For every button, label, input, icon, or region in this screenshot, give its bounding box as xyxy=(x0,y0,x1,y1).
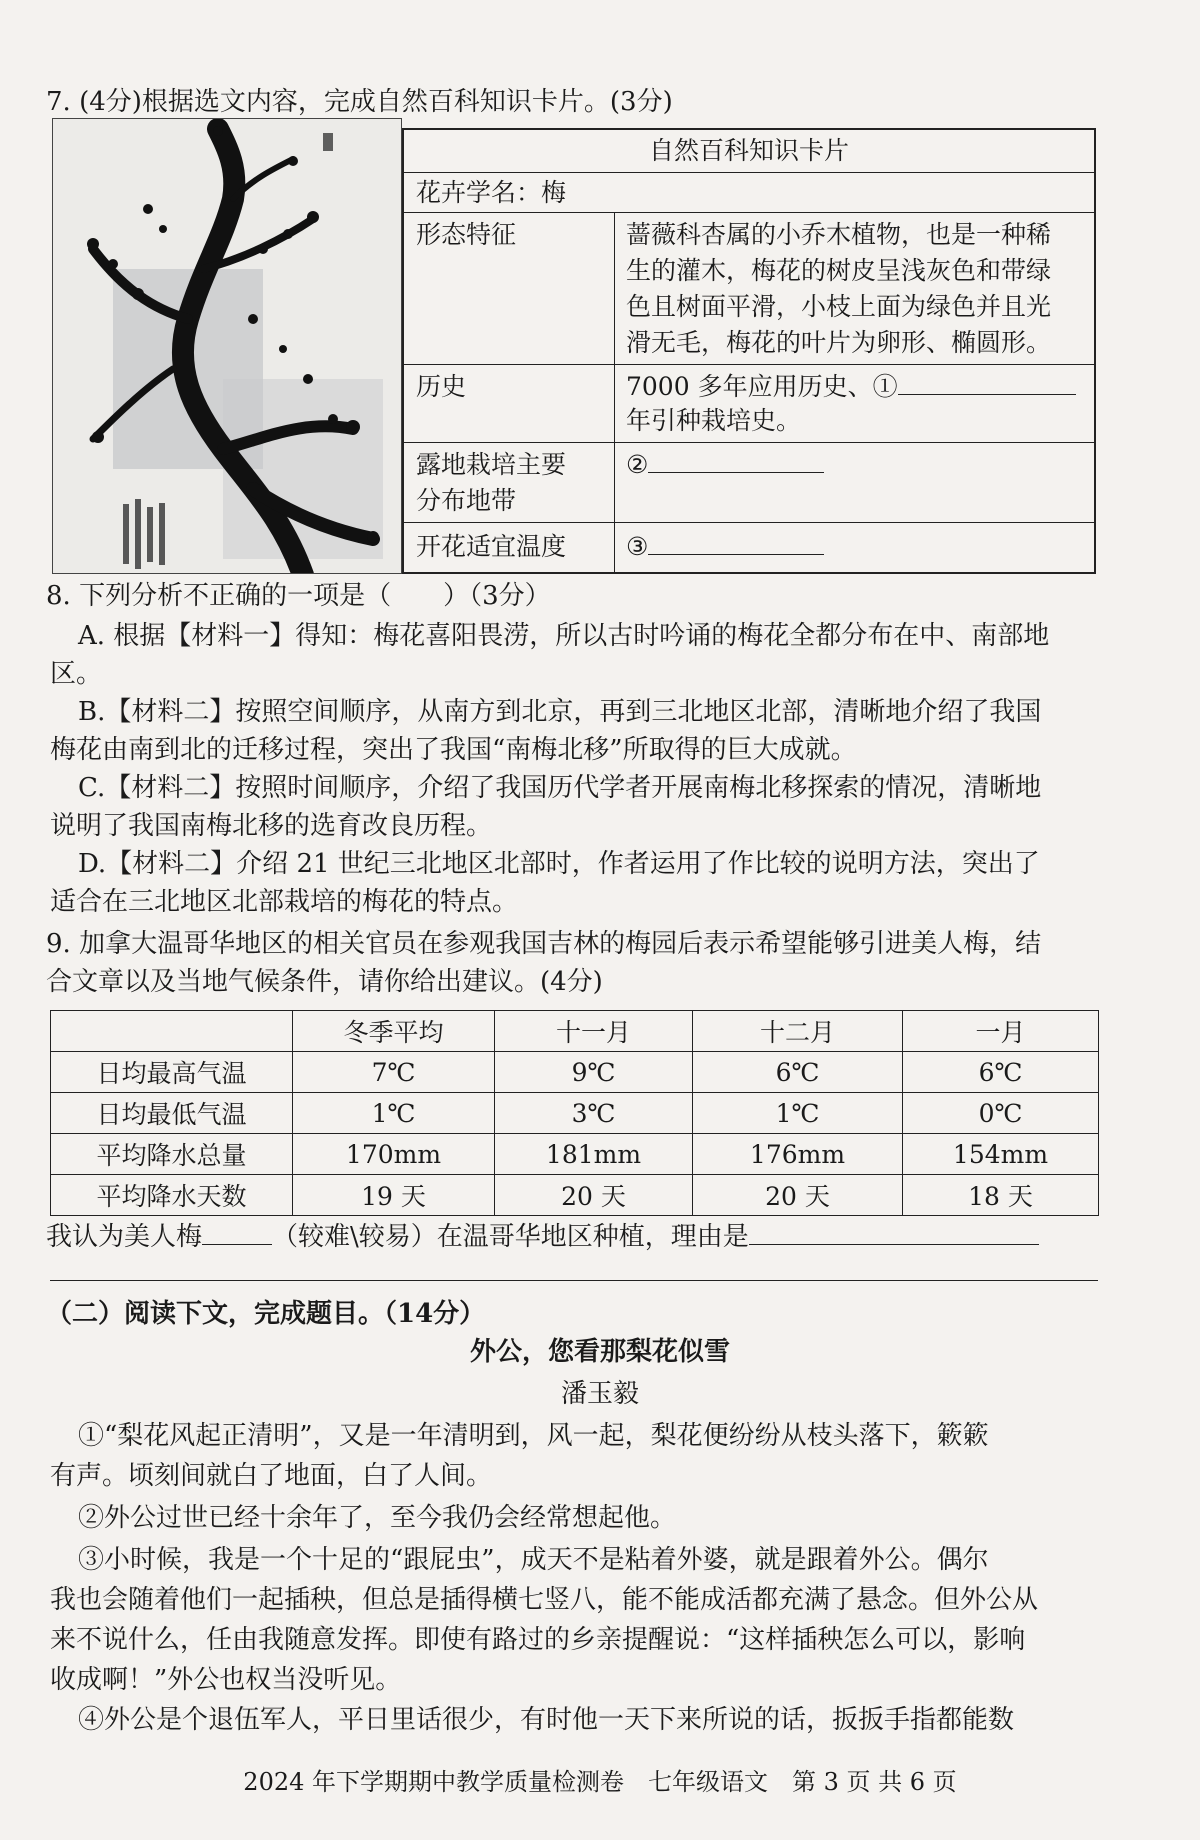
table-cell: 18 天 xyxy=(903,1175,1099,1216)
card-content-distribution: ② xyxy=(626,450,649,479)
card-label-distribution-2: 分布地带 xyxy=(416,486,517,515)
table-header: 十二月 xyxy=(693,1011,903,1052)
q9-answer-prefix: 我认为美人梅 xyxy=(46,1222,203,1252)
table-row xyxy=(51,1093,1099,1134)
table-cell: 0℃ xyxy=(903,1093,1099,1134)
table-cell: 181mm xyxy=(495,1134,693,1175)
card-title: 自然百科知识卡片 xyxy=(648,136,849,165)
card-content-morphology-1: 蔷薇科杏属的小乔木植物，也是一种稀 xyxy=(626,220,1052,249)
card-label-distribution-1: 露地栽培主要 xyxy=(416,450,567,479)
card-label-temperature: 开花适宜温度 xyxy=(416,532,567,561)
q9-answer-line-2[interactable] xyxy=(50,1280,1098,1281)
table-cell: 9℃ xyxy=(495,1052,693,1093)
table-cell: 6℃ xyxy=(693,1052,903,1093)
table-cell: 6℃ xyxy=(903,1052,1099,1093)
card-name-label: 花卉学名：梅 xyxy=(416,178,567,207)
q8-option-b-2: 梅花由南到北的迁移过程，突出了我国“南梅北移”所取得的巨大成就。 xyxy=(50,735,857,765)
q9-answer-line xyxy=(46,1218,1039,1255)
table-header-row xyxy=(51,1011,1099,1052)
table-cell: 平均降水总量 xyxy=(51,1134,293,1175)
card-content-morphology-4: 滑无毛，梅花的叶片为卵形、椭圆形。 xyxy=(626,328,1052,357)
q8-option-d-2: 适合在三北地区北部栽培的梅花的特点。 xyxy=(50,887,519,917)
card-content-history-2: 年引种栽培史。 xyxy=(626,406,802,435)
table-cell: 1℃ xyxy=(293,1093,495,1134)
card-content-morphology-2: 生的灌木，梅花的树皮呈浅灰色和带绿 xyxy=(626,256,1052,285)
table-cell: 日均最低气温 xyxy=(51,1093,293,1134)
q9-answer-middle: （较难\较易）在温哥华地区种植，理由是 xyxy=(272,1222,749,1252)
q8-stem: 8. 下列分析不正确的一项是（ ）（3分） xyxy=(46,581,551,611)
blank-1[interactable] xyxy=(898,394,1076,395)
table-header: 一月 xyxy=(903,1011,1099,1052)
article-title: 外公，您看那梨花似雪 xyxy=(469,1337,730,1367)
article-author: 潘玉毅 xyxy=(560,1379,639,1409)
table-row xyxy=(51,1052,1099,1093)
table-cell: 7℃ xyxy=(293,1052,495,1093)
paragraph-2: ②外公过世已经十余年了，至今我仍会经常想起他。 xyxy=(78,1503,677,1533)
table-cell: 日均最高气温 xyxy=(51,1052,293,1093)
table-cell: 176mm xyxy=(693,1134,903,1175)
plum-blossom-painting xyxy=(52,118,402,574)
table-header: 十一月 xyxy=(495,1011,693,1052)
paragraph-3-line-2: 我也会随着他们一起插秧，但总是插得横七竖八，能不能成活都充满了悬念。但外公从 xyxy=(50,1585,1039,1615)
card-content-history-1: 7000 多年应用历史、① xyxy=(626,372,898,401)
table-cell: 1℃ xyxy=(693,1093,903,1134)
paragraph-1-line-1: ①“梨花风起正清明”，又是一年清明到，风一起，梨花便纷纷从枝头落下，簌簌 xyxy=(78,1421,989,1451)
plum-branch-icon xyxy=(53,119,402,574)
blank-2[interactable] xyxy=(648,472,824,473)
q8-option-a-1: A. 根据【材料一】得知：梅花喜阳畏涝，所以古时吟诵的梅花全都分布在中、南部地 xyxy=(78,621,1050,651)
knowledge-card xyxy=(402,128,1096,574)
card-content-temperature: ③ xyxy=(626,532,649,561)
table-row xyxy=(51,1175,1099,1216)
card-label-morphology: 形态特征 xyxy=(416,220,517,249)
q8-option-d-1: D.【材料二】介绍 21 世纪三北地区北部时，作者运用了作比较的说明方法，突出了 xyxy=(78,849,1040,879)
q8-option-c-2: 说明了我国南梅北移的选育改良历程。 xyxy=(50,811,493,841)
paragraph-4-line-1: ④外公是个退伍军人，平日里话很少，有时他一天下来所说的话，扳扳手指都能数 xyxy=(78,1705,1015,1735)
table-header xyxy=(51,1011,293,1052)
table-cell: 154mm xyxy=(903,1134,1099,1175)
table-cell: 170mm xyxy=(293,1134,495,1175)
section2-heading: （二）阅读下文，完成题目。（14分） xyxy=(46,1299,486,1329)
q9-stem-1: 9. 加拿大温哥华地区的相关官员在参观我国吉林的梅园后表示希望能够引进美人梅，结 xyxy=(46,929,1042,959)
card-label-history: 历史 xyxy=(416,372,467,401)
table-cell: 20 天 xyxy=(693,1175,903,1216)
table-cell: 3℃ xyxy=(495,1093,693,1134)
paragraph-1-line-2: 有声。顷刻间就白了地面，白了人间。 xyxy=(50,1461,493,1491)
climate-table xyxy=(50,1010,1099,1216)
table-row xyxy=(51,1134,1099,1175)
q8-option-a-2: 区。 xyxy=(50,659,103,689)
card-content-morphology-3: 色且树面平滑，小枝上面为绿色并且光 xyxy=(626,292,1052,321)
page-footer: 2024 年下学期期中教学质量检测卷 七年级语文 第 3 页 共 6 页 xyxy=(243,1768,957,1796)
blank-3[interactable] xyxy=(648,554,824,555)
q9-stem-2: 合文章以及当地气候条件，请你给出建议。(4分) xyxy=(46,967,603,997)
paragraph-3-line-1: ③小时候，我是一个十足的“跟屁虫”，成天不是粘着外婆，就是跟着外公。偶尔 xyxy=(78,1545,989,1575)
q8-option-c-1: C.【材料二】按照时间顺序，介绍了我国历代学者开展南梅北移探索的情况，清晰地 xyxy=(78,773,1042,803)
table-cell: 20 天 xyxy=(495,1175,693,1216)
q8-option-b-1: B.【材料二】按照空间顺序，从南方到北京，再到三北地区北部，清晰地介绍了我国 xyxy=(78,697,1042,727)
q9-blank-reason[interactable] xyxy=(749,1218,1039,1245)
table-header: 冬季平均 xyxy=(293,1011,495,1052)
table-cell: 平均降水天数 xyxy=(51,1175,293,1216)
paragraph-3-line-3: 来不说什么，任由我随意发挥。即使有路过的乡亲提醒说：“这样插秧怎么可以，影响 xyxy=(50,1625,1026,1655)
paragraph-3-line-4: 收成啊！”外公也权当没听见。 xyxy=(50,1665,402,1695)
q9-blank-choice[interactable] xyxy=(202,1218,272,1245)
table-cell: 19 天 xyxy=(293,1175,495,1216)
q7-stem: 7. (4分)根据选文内容，完成自然百科知识卡片。(3分) xyxy=(46,87,673,117)
